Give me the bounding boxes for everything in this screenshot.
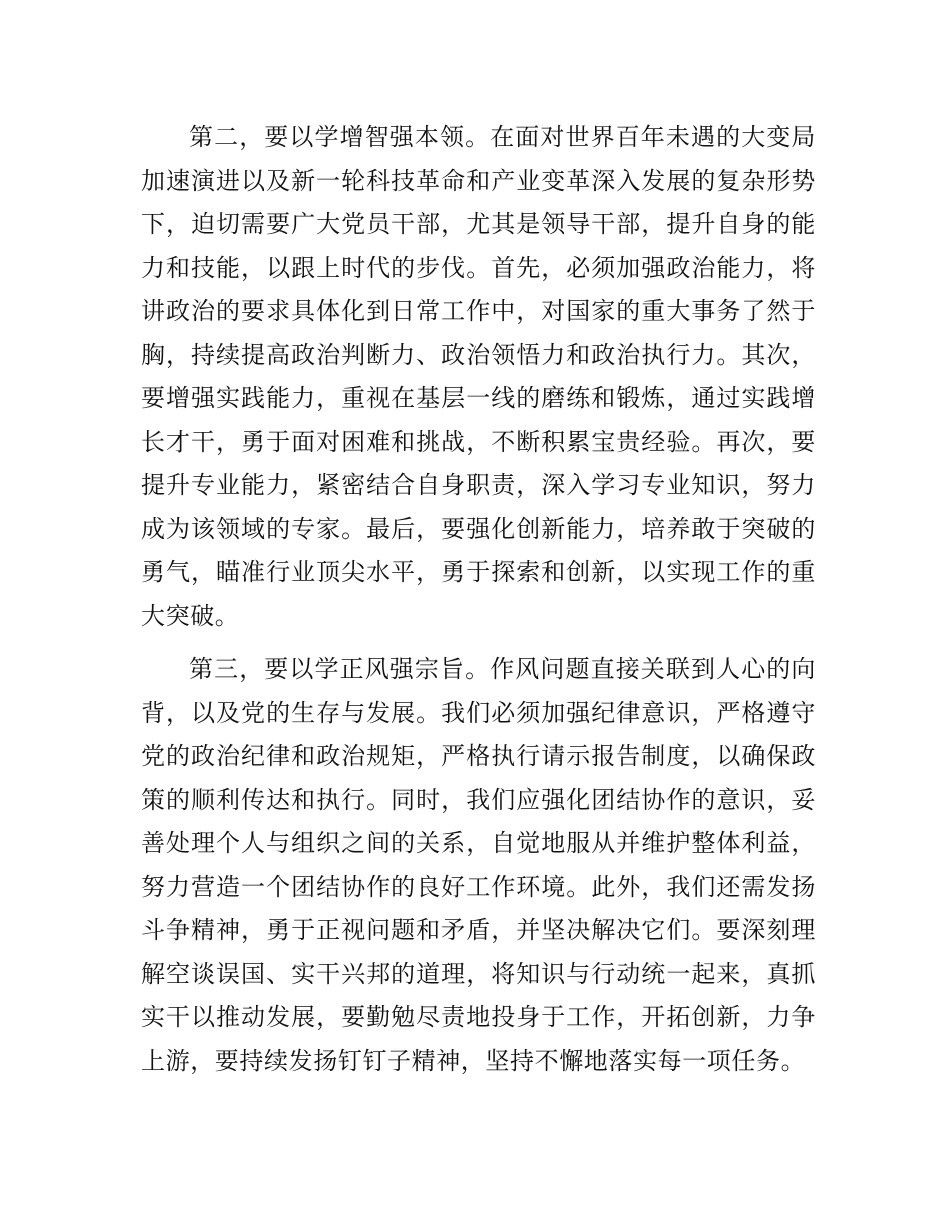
paragraph-third: 第三，要以学正风强宗旨。作风问题直接关联到人心的向背，以及党的生存与发展。我们必须加强纪律意识，严格遵守党的政治纪律和政治规矩，严格执行请示报告制度，以确保政策的顺利传达和执行。同时，我们应强化团结协作的意识，妥善处理个人与组织之间的关系，自觉地服从并维护整体利益，努力营造一个团结协作的良好工作环境。此外，我们还需发扬斗争精神，勇于正视问题和矛盾，并坚决解决它们。要深刻理解空谈误国、实干兴邦的道理，将知识与行动统一起来，真抓实干以推动发展，要勤勉尽责地投身于工作，开拓创新，力争上游，要持续发扬钉钉子精神，坚持不懈地落实每一项任务。 bbox=[141, 655, 816, 1075]
paragraph-second: 第二，要以学增智强本领。在面对世界百年未遇的大变局加速演进以及新一轮科技革命和产业变革深入发展的复杂形势下，迫切需要广大党员干部，尤其是领导干部，提升自身的能力和技能，以跟上时代的步伐。首先，必须加强政治能力，将讲政治的要求具体化到日常工作中，对国家的重大事务了然于胸，持续提高政治判断力、政治领悟力和政治执行力。其次，要增强实践能力，重视在基层一线的磨练和锻炼，通过实践增长才干，勇于面对困难和挑战，不断积累宝贵经验。再次，要提升专业能力，紧密结合自身职责，深入学习专业知识，努力成为该领域的专家。最后，要强化创新能力，培养敢于突破的勇气，瞄准行业顶尖水平，勇于探索和创新，以实现工作的重大突破。 bbox=[141, 123, 816, 630]
document-body bbox=[141, 116, 816, 1083]
